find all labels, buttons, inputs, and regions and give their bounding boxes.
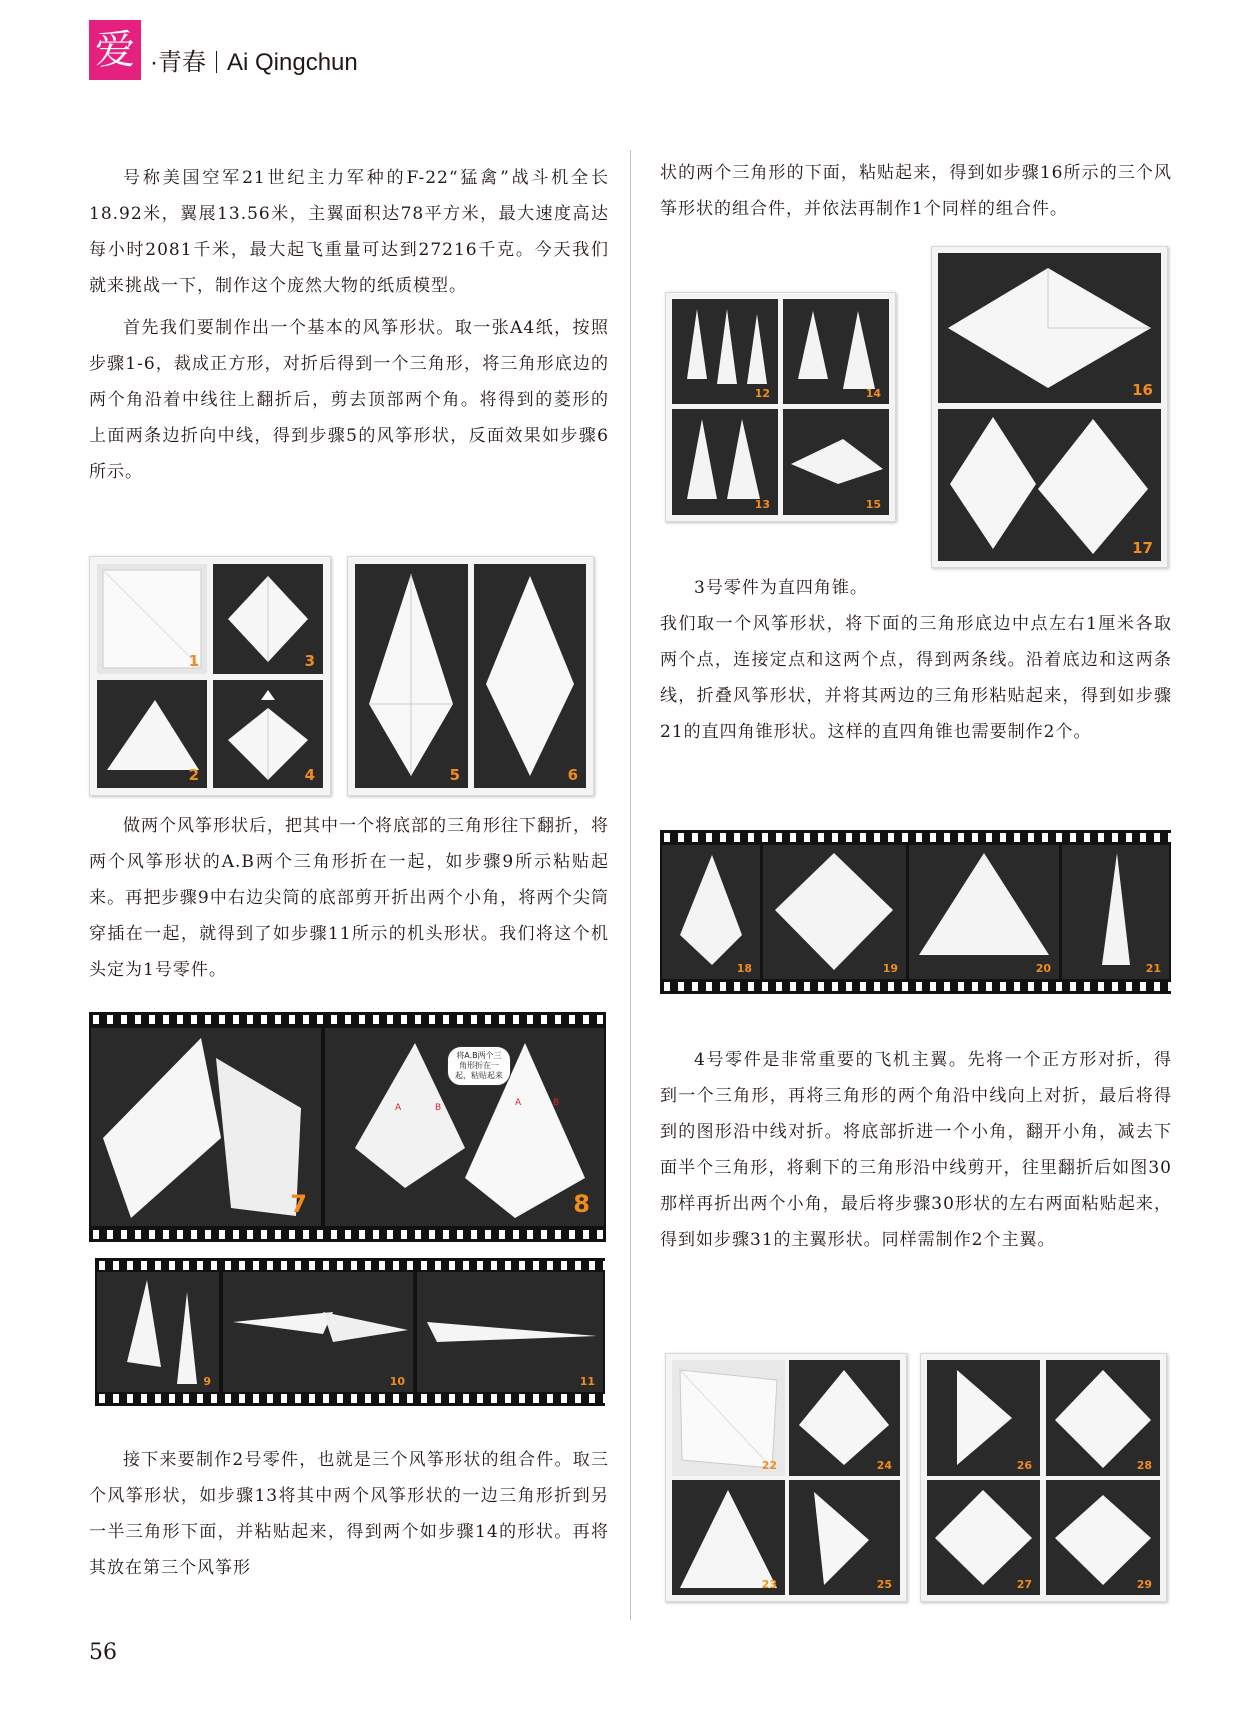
step-number: 25 — [876, 1578, 892, 1591]
step-number: 5 — [449, 766, 460, 784]
film-perforation — [89, 1230, 606, 1239]
step-photo — [672, 299, 778, 404]
step-photo — [909, 845, 1059, 979]
step-number: 28 — [1136, 1459, 1152, 1472]
paragraph-title: 3号零件为直四角锥。 — [694, 578, 868, 598]
paragraph: 我们取一个风筝形状，将下面的三角形底边中点左右1厘米各取两个点，连接定点和这两个点，得到两条线。沿着底边和这两条线，折叠风筝形状，并将其两边的三角形粘贴起来，得到如步骤21的直四角锥形状。这样的直四角锥也需要制作2个。 — [660, 614, 1172, 742]
step-number: 12 — [754, 387, 770, 400]
step-photo — [474, 564, 586, 788]
film-perforation — [95, 1394, 605, 1403]
step-number: 21 — [1145, 962, 1161, 975]
step-photo — [938, 409, 1161, 561]
film-perforation — [89, 1015, 606, 1024]
photo-panel-steps-26-29 — [920, 1353, 1167, 1602]
step-photo — [1046, 1480, 1160, 1595]
step-number: 24 — [876, 1459, 892, 1472]
nose-text — [89, 808, 609, 988]
step-number: 27 — [1016, 1578, 1032, 1591]
step-number: 7 — [290, 1190, 307, 1218]
brand-logo — [89, 20, 141, 80]
step-photo — [662, 845, 760, 979]
header-divider — [216, 51, 217, 73]
step-number: 10 — [389, 1375, 405, 1388]
step-number: 15 — [865, 498, 881, 511]
mark-b: B — [553, 1098, 560, 1108]
step-number: 1 — [188, 652, 199, 670]
mark-b: B — [435, 1103, 442, 1113]
photo-panel-steps-22-25 — [665, 1353, 907, 1602]
step-number: 9 — [203, 1375, 211, 1388]
paragraph: 状的两个三角形的下面，粘贴起来，得到如步骤16所示的三个风筝形状的组合件，并依法再制作1个同样的组合件。 — [660, 163, 1172, 219]
step-photo — [97, 680, 207, 788]
header-title — [150, 42, 358, 77]
logo-char: 爱 — [95, 27, 135, 73]
step-number: 19 — [882, 962, 898, 975]
paragraph: 接下来要制作2号零件，也就是三个风筝形状的组合件。取三个风筝形状，如步骤13将其中两个风筝形状的一边三角形折到另一半三角形下面，并粘贴起来，得到两个如步骤14的形状。再将其放在第三个风筝形 — [89, 1450, 609, 1578]
mark-a: A — [515, 1098, 522, 1108]
step-photo — [213, 564, 323, 674]
step-number: 14 — [865, 387, 881, 400]
film-perforation — [660, 833, 1171, 842]
step-photo — [672, 1480, 785, 1595]
step-number: 20 — [1035, 962, 1051, 975]
step-number: 2 — [188, 766, 199, 784]
step-number: 4 — [304, 766, 315, 784]
film-strip-steps-9-11 — [95, 1258, 605, 1406]
step-number: 16 — [1132, 381, 1153, 399]
step-photo — [1062, 845, 1169, 979]
film-strip-steps-18-21 — [660, 830, 1171, 994]
page-number: 56 — [89, 1640, 117, 1665]
step-photo — [213, 680, 323, 788]
step-photo — [927, 1360, 1040, 1476]
intro-text — [89, 160, 609, 490]
step-photo — [325, 1028, 604, 1226]
paragraph: 做两个风筝形状后，把其中一个将底部的三角形往下翻折，将两个风筝形状的A.B两个三角形折在一起，如步骤9所示粘贴起来。再把步骤9中右边尖筒的底部剪开折出两个小角，将两个尖筒穿插在一起，就得到了如步骤11所示的机头形状。我们将这个机头定为1号零件。 — [89, 816, 609, 980]
step-number: 11 — [579, 1375, 595, 1388]
step-photo — [783, 299, 889, 404]
step-photo — [672, 1360, 785, 1476]
step-number: 13 — [754, 498, 770, 511]
step-number: 18 — [736, 962, 752, 975]
step-photo — [783, 409, 889, 515]
step-photo — [355, 564, 468, 788]
step-number: 6 — [567, 766, 578, 784]
film-perforation — [660, 982, 1171, 991]
photo-panel-steps-16-17 — [931, 246, 1168, 568]
film-perforation — [95, 1261, 605, 1270]
photo-panel-steps-12-15 — [665, 292, 896, 522]
step-number: 8 — [573, 1190, 590, 1218]
step-photo — [927, 1480, 1040, 1595]
photo-panel-steps-1-4 — [89, 556, 331, 796]
part2-text — [89, 1442, 609, 1586]
step-photo — [672, 409, 778, 515]
step-photo — [763, 845, 906, 979]
step-photo — [97, 1272, 219, 1392]
step-photo — [91, 1028, 321, 1226]
column-divider — [630, 150, 631, 1620]
part3-text — [660, 570, 1172, 750]
step-photo — [789, 1480, 900, 1595]
step-photo — [97, 564, 207, 674]
part2-text-continued — [660, 155, 1172, 227]
callout-bubble: 将A.B两个三角形折在一起，粘贴起来 — [447, 1046, 511, 1086]
step-number: 17 — [1132, 539, 1153, 557]
step-number: 22 — [761, 1459, 777, 1472]
paragraph: 首先我们要制作出一个基本的风筝形状。取一张A4纸，按照步骤1-6，裁成正方形，对折后得到一个三角形，将三角形底边的两个角沿着中线往上翻折后，剪去顶部两个角。将得到的菱形的上面两条边折向中线，得到步骤5的风筝形状，反面效果如步骤6所示。 — [89, 318, 609, 482]
mark-a: A — [395, 1103, 402, 1113]
photo-panel-steps-5-6 — [347, 556, 594, 796]
section-name-en: Ai Qingchun — [227, 49, 358, 76]
step-photo — [938, 253, 1161, 403]
step-number: 26 — [1016, 1459, 1032, 1472]
step-photo — [223, 1272, 413, 1392]
step-number: 3 — [304, 652, 315, 670]
step-number: 23 — [761, 1578, 777, 1591]
part4-text — [660, 1042, 1172, 1258]
step-photo — [1046, 1360, 1160, 1476]
step-number: 29 — [1136, 1578, 1152, 1591]
film-strip-steps-7-8 — [89, 1012, 606, 1242]
step-photo — [789, 1360, 900, 1476]
section-name: ·青春 — [150, 49, 206, 76]
paragraph: 4号零件是非常重要的飞机主翼。先将一个正方形对折，得到一个三角形，再将三角形的两个角沿中线向上对折，最后将得到的图形沿中线对折。将底部折进一个小角，翻开小角，减去下面半个三角形，将剩下的三角形沿中线剪开，往里翻折后如图30那样再折出两个小角，最后将步骤30形状的左右两面粘贴起来，得到如步骤31的主翼形状。同样需制作2个主翼。 — [660, 1050, 1172, 1250]
step-photo — [417, 1272, 603, 1392]
paragraph: 号称美国空军21世纪主力军种的F-22“猛禽”战斗机全长18.92米，翼展13.56米，主翼面积达78平方米，最大速度高达每小时2081千米，最大起飞重量可达到27216千克。今天我们就来挑战一下，制作这个庞然大物的纸质模型。 — [89, 168, 609, 296]
